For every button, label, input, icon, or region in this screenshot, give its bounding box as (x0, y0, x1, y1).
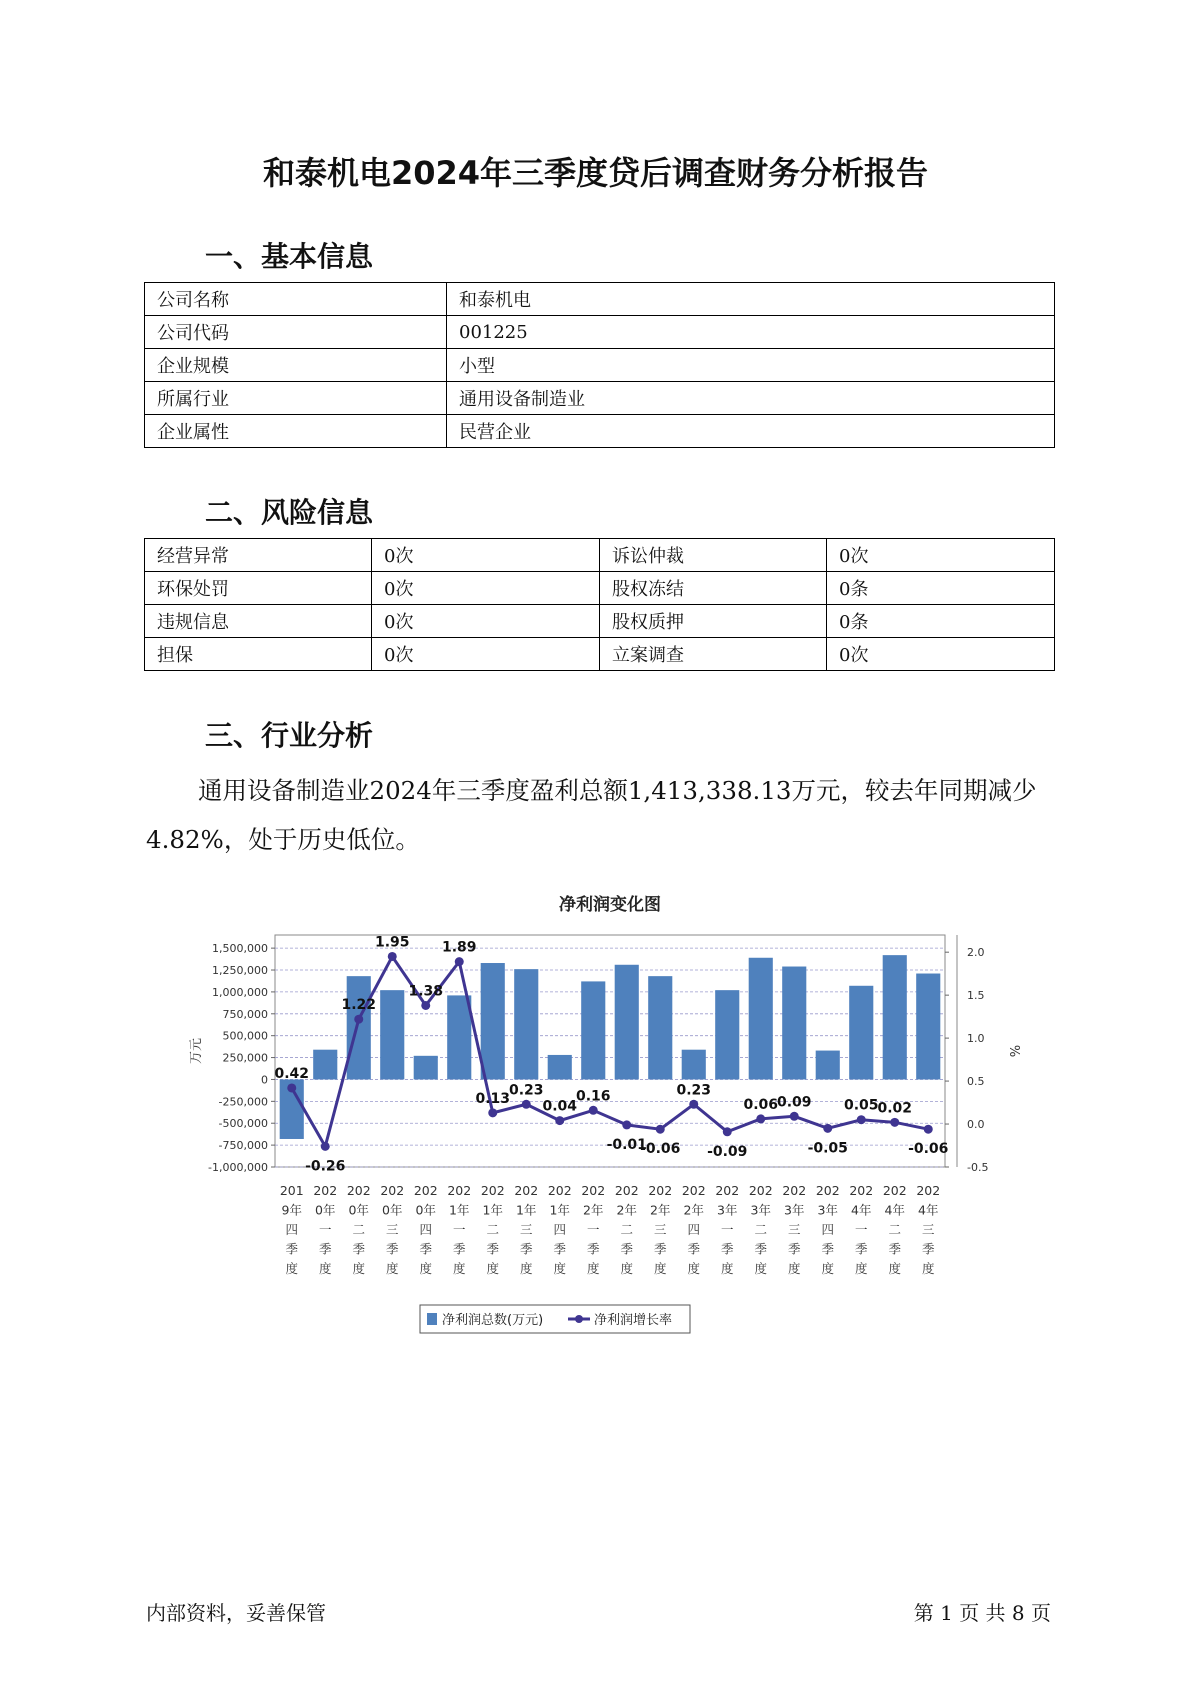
right-tick-label: 1.0 (967, 1032, 985, 1046)
growth-point (756, 1114, 765, 1123)
bar (447, 995, 471, 1079)
left-tick-label: -750,000 (218, 1139, 268, 1153)
basic-info-value: 通用设备制造业 (447, 382, 1055, 415)
x-tick-label: 202 1年一季度 (447, 1183, 472, 1276)
x-tick-label: 202 0年四季度 (413, 1183, 438, 1276)
bar (313, 1050, 337, 1080)
risk-info-row (145, 539, 1055, 572)
basic-info-label: 企业规模 (145, 349, 447, 382)
risk-info-table (144, 538, 1055, 671)
legend-line-marker (575, 1315, 583, 1323)
left-tick-label: 1,500,000 (212, 942, 268, 956)
basic-info-row (145, 316, 1055, 349)
risk-info-value: 0次 (827, 539, 1055, 572)
risk-info-label: 诉讼仲裁 (600, 539, 827, 572)
growth-point (321, 1142, 330, 1151)
x-tick-label: 202 4年三季度 (916, 1183, 941, 1276)
bar (347, 976, 371, 1079)
bar (615, 965, 639, 1080)
bar (380, 990, 404, 1079)
bar (749, 958, 773, 1080)
bar (782, 967, 806, 1080)
growth-point (388, 952, 397, 961)
basic-info-label: 公司代码 (145, 316, 447, 349)
right-tick-label: 2.0 (967, 946, 985, 960)
growth-point (522, 1100, 531, 1109)
chart-svg (180, 880, 1021, 1340)
x-tick-label: 202 4年一季度 (849, 1183, 874, 1276)
x-tick-label: 202 3年二季度 (748, 1183, 773, 1276)
legend-bar-label: 净利润总数(万元) (442, 1313, 544, 1328)
basic-info-value: 小型 (447, 349, 1055, 382)
risk-info-value: 0次 (372, 638, 600, 671)
y-axis-left-label: 万元 (189, 1037, 204, 1065)
x-tick-label: 202 3年四季度 (815, 1183, 840, 1276)
risk-info-label: 股权质押 (600, 605, 827, 638)
growth-data-label: 1.89 (441, 939, 477, 956)
footer-confidential: 内部资料，妥善保管 (146, 1601, 326, 1625)
report-title: 和泰机电2024年三季度贷后调查财务分析报告 (262, 154, 929, 192)
x-tick-label: 202 2年二季度 (614, 1183, 639, 1276)
x-tick-label: 202 0年一季度 (313, 1183, 338, 1276)
basic-info-row (145, 382, 1055, 415)
growth-data-label: -0.26 (305, 1158, 346, 1175)
bar (916, 974, 940, 1080)
risk-info-value: 0条 (827, 572, 1055, 605)
risk-info-row (145, 638, 1055, 671)
bar (849, 986, 873, 1080)
growth-data-label: 0.09 (776, 1094, 812, 1111)
growth-point (823, 1124, 832, 1133)
left-tick-label: 250,000 (222, 1051, 268, 1065)
growth-point (790, 1112, 799, 1121)
basic-info-row (145, 349, 1055, 382)
x-tick-label: 202 0年二季度 (346, 1183, 371, 1276)
risk-info-label: 股权冻结 (600, 572, 827, 605)
growth-point (656, 1125, 665, 1134)
x-tick-label: 202 2年四季度 (681, 1183, 706, 1276)
legend-line-label: 净利润增长率 (594, 1313, 673, 1328)
left-tick-label: 1,250,000 (212, 964, 268, 978)
growth-data-label: 1.22 (341, 997, 377, 1014)
bar (414, 1056, 438, 1080)
risk-info-label: 经营异常 (145, 539, 372, 572)
growth-data-label: 1.95 (374, 934, 410, 951)
basic-info-table (144, 282, 1055, 448)
growth-data-label: 0.13 (475, 1090, 511, 1107)
risk-info-label: 违规信息 (145, 605, 372, 638)
chart-title: 净利润变化图 (559, 895, 661, 915)
section-heading-basic: 一、基本信息 (205, 240, 374, 273)
risk-info-value: 0次 (372, 539, 600, 572)
risk-info-value: 0次 (372, 605, 600, 638)
x-tick-label: 202 2年一季度 (581, 1183, 606, 1276)
right-tick-label: 0.5 (967, 1075, 985, 1089)
risk-info-label: 环保处罚 (145, 572, 372, 605)
bar (648, 976, 672, 1079)
growth-point (488, 1108, 497, 1117)
risk-info-value: 0条 (827, 605, 1055, 638)
growth-point (455, 957, 464, 966)
growth-point (622, 1120, 631, 1129)
basic-info-label: 所属行业 (145, 382, 447, 415)
risk-info-value: 0次 (827, 638, 1055, 671)
bar (682, 1050, 706, 1080)
left-tick-label: -250,000 (218, 1095, 268, 1109)
growth-point (723, 1127, 732, 1136)
y-axis-right-label: % (1006, 1044, 1021, 1058)
x-tick-label: 202 1年二季度 (480, 1183, 505, 1276)
growth-data-label: 0.02 (877, 1100, 913, 1117)
basic-info-value: 和泰机电 (447, 283, 1055, 316)
industry-paragraph-text: 通用设备制造业2024年三季度盈利总额1,413,338.13万元，较去年同期减少4.82%，处于历史低位。 (146, 776, 1037, 854)
basic-info-value: 001225 (447, 316, 1055, 349)
x-tick-label: 202 0年三季度 (380, 1183, 405, 1276)
basic-info-label: 企业属性 (145, 415, 447, 448)
section-heading-industry: 三、行业分析 (205, 719, 374, 752)
legend-bar-swatch (427, 1313, 437, 1325)
risk-info-value: 0次 (372, 572, 600, 605)
growth-point (924, 1125, 933, 1134)
right-tick-label: -0.5 (967, 1161, 989, 1174)
x-tick-label: 202 4年二季度 (882, 1183, 907, 1276)
growth-data-label: -0.06 (640, 1141, 681, 1158)
growth-data-label: 0.05 (843, 1097, 879, 1114)
bar (581, 981, 605, 1079)
growth-point (287, 1083, 296, 1092)
growth-data-label: 0.23 (676, 1082, 712, 1099)
bar (514, 969, 538, 1079)
growth-data-label: 0.42 (274, 1065, 310, 1082)
bar (548, 1055, 572, 1080)
risk-info-row (145, 605, 1055, 638)
left-tick-label: 0 (261, 1073, 268, 1087)
growth-data-label: -0.06 (908, 1141, 949, 1158)
x-tick-label: 202 1年三季度 (514, 1183, 539, 1276)
risk-info-label: 担保 (145, 638, 372, 671)
x-tick-label: 202 3年一季度 (715, 1183, 740, 1276)
growth-data-label: -0.01 (606, 1136, 647, 1153)
bar (883, 955, 907, 1079)
growth-point (890, 1118, 899, 1127)
growth-point (354, 1015, 363, 1024)
growth-data-label: 0.16 (575, 1088, 611, 1105)
growth-data-label: 0.04 (542, 1098, 578, 1115)
x-tick-label: 201 9年四季度 (279, 1183, 304, 1276)
left-tick-label: 1,000,000 (212, 985, 268, 999)
risk-info-label: 立案调查 (600, 638, 827, 671)
basic-info-row (145, 283, 1055, 316)
bar (715, 990, 739, 1079)
growth-data-label: 0.23 (508, 1082, 544, 1099)
x-tick-label: 202 1年四季度 (547, 1183, 572, 1276)
net-profit-chart (180, 880, 1021, 1340)
bar (816, 1051, 840, 1080)
basic-info-value: 民营企业 (447, 415, 1055, 448)
growth-point (589, 1106, 598, 1115)
bar (481, 963, 505, 1079)
basic-info-row (145, 415, 1055, 448)
left-tick-label: -500,000 (218, 1117, 268, 1131)
left-tick-label: 500,000 (222, 1029, 268, 1043)
right-tick-label: 0.0 (967, 1118, 985, 1132)
left-tick-label: -1,000,000 (208, 1161, 268, 1174)
right-tick-label: 1.5 (967, 989, 985, 1003)
x-tick-label: 202 2年三季度 (648, 1183, 673, 1276)
left-tick-label: 750,000 (222, 1007, 268, 1021)
x-tick-label: 202 3年三季度 (782, 1183, 807, 1276)
growth-data-label: 1.38 (408, 983, 444, 1000)
growth-point (857, 1115, 866, 1124)
growth-point (555, 1116, 564, 1125)
growth-data-label: -0.09 (707, 1143, 748, 1160)
growth-data-label: 0.06 (743, 1096, 779, 1113)
growth-data-label: -0.05 (807, 1140, 848, 1157)
section-heading-risk: 二、风险信息 (205, 496, 374, 529)
growth-point (689, 1100, 698, 1109)
growth-point (421, 1001, 430, 1010)
footer-page-number: 第 1 页 共 8 页 (913, 1601, 1051, 1625)
risk-info-row (145, 572, 1055, 605)
basic-info-label: 公司名称 (145, 283, 447, 316)
industry-paragraph (146, 766, 1050, 864)
